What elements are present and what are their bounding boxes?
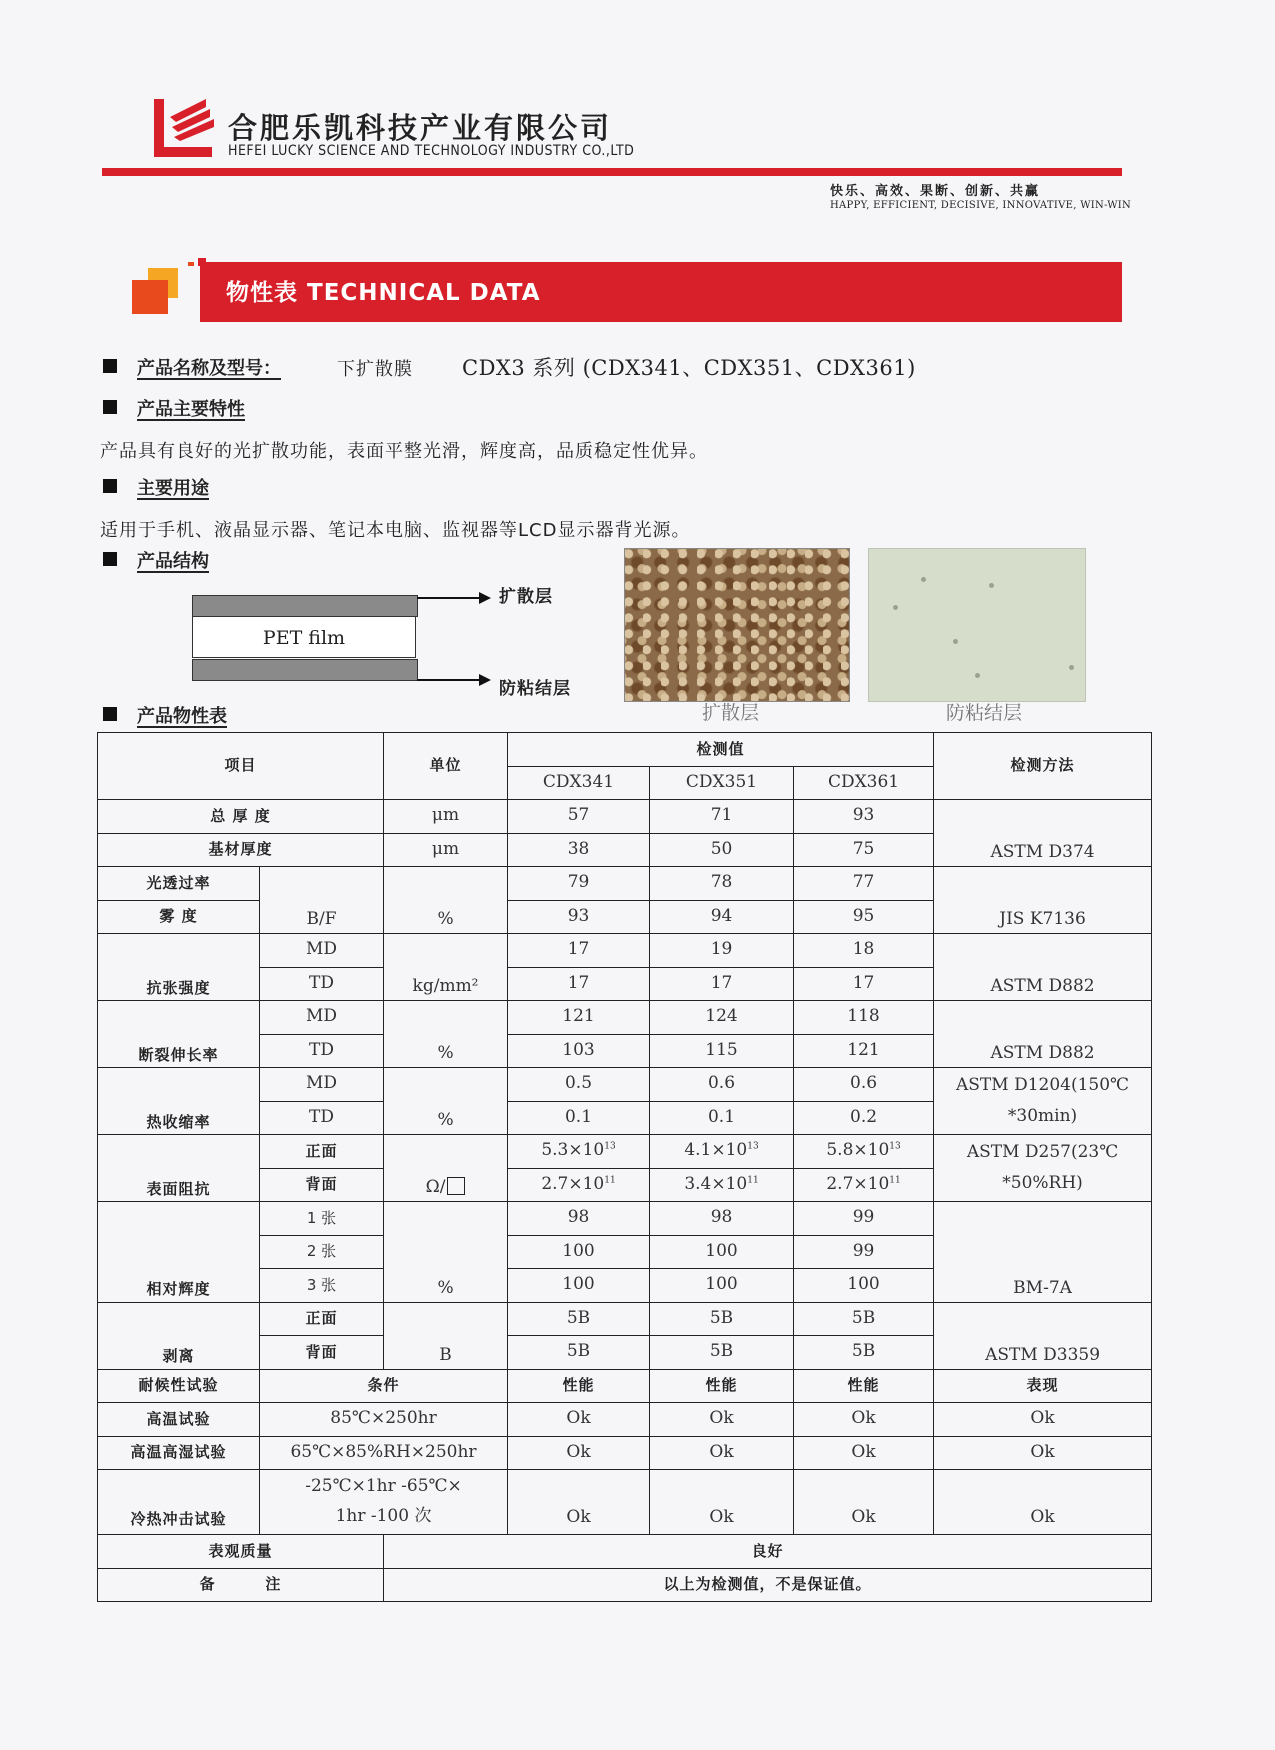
value-cell: 98	[650, 1202, 794, 1236]
sub-label: 3 张	[260, 1269, 384, 1303]
value-cell	[650, 1135, 794, 1169]
value-cell: 100	[508, 1235, 650, 1269]
value-cell: 99	[794, 1235, 934, 1269]
value-cell: 5B	[794, 1336, 934, 1370]
sub-label: 正面	[260, 1302, 384, 1336]
value-cell: 0.1	[650, 1101, 794, 1135]
value-cell	[794, 1135, 934, 1169]
sub-label: MD	[260, 1001, 384, 1035]
particle-dot	[1069, 665, 1074, 670]
arrow-line	[417, 679, 479, 681]
value-cell: Ok	[934, 1470, 1152, 1535]
particle-dot	[989, 583, 994, 588]
banner-title: 物性表 TECHNICAL DATA	[226, 280, 541, 306]
performance-header: 性能	[650, 1369, 794, 1403]
value-cell: 93	[508, 900, 650, 934]
pet-film-layer: PET film	[192, 616, 416, 658]
row-label: 雾 度	[98, 900, 260, 934]
table-row	[98, 1535, 1152, 1569]
slogan-en: HAPPY, EFFICIENT, DECISIVE, INNOVATIVE, WIN-WIN	[830, 200, 1132, 211]
value-cell: 94	[650, 900, 794, 934]
value-cell: Ok	[934, 1436, 1152, 1470]
value-cell: 121	[508, 1001, 650, 1035]
anti-stick-layer	[192, 659, 418, 681]
unit-cell: μm	[384, 833, 508, 867]
value-cell: Ok	[650, 1403, 794, 1437]
value-cell: Ok	[794, 1436, 934, 1470]
value-cell: 0.6	[650, 1068, 794, 1102]
sub-label: MD	[260, 1068, 384, 1102]
value-cell: 79	[508, 867, 650, 901]
sub-label: TD	[260, 1034, 384, 1068]
value-cell: 5B	[508, 1336, 650, 1370]
sub-label: 1 张	[260, 1202, 384, 1236]
value-cell: 118	[794, 1001, 934, 1035]
value-cell: 124	[650, 1001, 794, 1035]
row-label: 表面阻抗	[98, 1135, 260, 1202]
value-cell: Ok	[508, 1436, 650, 1470]
diffusion-layer	[192, 595, 418, 617]
company-name-en: HEFEI LUCKY SCIENCE AND TECHNOLOGY INDUSTRY CO.,LTD	[228, 143, 635, 159]
value-cell: 50	[650, 833, 794, 867]
method-cell: JIS K7136	[934, 867, 1152, 934]
condition-cell: 65℃×85%RH×250hr	[260, 1436, 508, 1470]
value-cell: 78	[650, 867, 794, 901]
method-cell: ASTM D882	[934, 934, 1152, 1001]
table-row	[98, 1001, 1152, 1035]
square-unit-icon	[447, 1177, 465, 1195]
unit-cell: μm	[384, 800, 508, 834]
value-exponent: 11	[747, 1175, 759, 1186]
product-name-label: 产品名称及型号：	[137, 358, 281, 379]
value-cell: Ok	[794, 1470, 934, 1535]
value-mantissa: 2.7×10	[826, 1173, 890, 1194]
bullet-icon	[103, 552, 117, 566]
features-text: 产品具有良好的光扩散功能，表面平整光滑，辉度高，品质稳定性优异。	[100, 441, 708, 462]
value-cell: 71	[650, 800, 794, 834]
value-mantissa: 3.4×10	[684, 1173, 748, 1194]
table-row	[98, 1568, 1152, 1602]
particle-dot	[893, 605, 898, 610]
value-cell: 75	[794, 833, 934, 867]
unit-cell: %	[384, 1202, 508, 1303]
value-cell: 100	[794, 1269, 934, 1303]
table-row	[98, 1369, 1152, 1403]
row-label: 总 厚 度	[98, 800, 384, 834]
method-cell	[934, 1068, 1152, 1135]
method-cell	[934, 1135, 1152, 1202]
model-cell: CDX361	[794, 766, 934, 800]
method-cell: ASTM D882	[934, 1001, 1152, 1068]
value-cell	[508, 1135, 650, 1169]
sub-label: 背面	[260, 1336, 384, 1370]
model-cell: CDX351	[650, 766, 794, 800]
table-row	[98, 934, 1152, 968]
value-cell: 57	[508, 800, 650, 834]
unit-cell: B	[384, 1302, 508, 1369]
value-cell: 77	[794, 867, 934, 901]
value-exponent: 13	[604, 1141, 616, 1152]
value-cell: 5B	[794, 1302, 934, 1336]
value-mantissa: 4.1×10	[684, 1140, 748, 1161]
table-row	[98, 867, 1152, 901]
sub-label: 正面	[260, 1135, 384, 1169]
row-label: 耐候性试验	[98, 1369, 260, 1403]
condition-header: 条件	[260, 1369, 508, 1403]
value-cell: 18	[794, 934, 934, 968]
value-exponent: 13	[747, 1141, 759, 1152]
value-cell: 100	[650, 1269, 794, 1303]
value-cell: 0.1	[508, 1101, 650, 1135]
product-model: CDX3 系列 (CDX341、CDX351、CDX361)	[462, 356, 916, 380]
bullet-icon	[103, 400, 117, 414]
sub-label: TD	[260, 967, 384, 1001]
bullet-icon	[103, 359, 117, 373]
value-exponent: 13	[889, 1141, 901, 1152]
usage-text: 适用于手机、液晶显示器、笔记本电脑、监视器等LCD显示器背光源。	[100, 520, 691, 541]
particle-dot	[975, 673, 980, 678]
value-cell	[794, 1168, 934, 1202]
caption-diffusion: 扩散层	[702, 702, 760, 724]
table-row	[98, 1202, 1152, 1236]
arrow-right-icon	[479, 592, 491, 604]
value-cell: 0.2	[794, 1101, 934, 1135]
structure-title: 产品结构	[137, 551, 209, 572]
method-cell: BM-7A	[934, 1202, 1152, 1303]
value-cell: 100	[508, 1269, 650, 1303]
appearance-header: 表现	[934, 1369, 1152, 1403]
row-label: 冷热冲击试验	[98, 1470, 260, 1535]
value-exponent: 11	[889, 1175, 901, 1186]
value-cell: Ok	[934, 1403, 1152, 1437]
usage-title: 主要用途	[137, 478, 209, 499]
method-cell: ASTM D3359	[934, 1302, 1152, 1369]
ohm-unit: Ω/	[425, 1177, 446, 1198]
performance-header: 性能	[794, 1369, 934, 1403]
method-line: ASTM D257(23℃	[966, 1141, 1119, 1162]
slogan-cn: 快乐、高效、果断、创新、共赢	[830, 184, 1041, 199]
particle-dot	[953, 639, 958, 644]
unit-cell	[384, 1135, 508, 1202]
value-cell: 5B	[650, 1302, 794, 1336]
value-cell: 100	[650, 1235, 794, 1269]
model-cell: CDX341	[508, 766, 650, 800]
condition-line: -25℃×1hr -65℃×	[305, 1476, 462, 1497]
table-row	[98, 1403, 1152, 1437]
quality-value: 良好	[384, 1535, 1152, 1569]
sub-label: B/F	[260, 867, 384, 934]
table-row	[98, 1135, 1152, 1169]
company-name-cn: 合肥乐凯科技产业有限公司	[228, 111, 613, 145]
row-label: 抗张强度	[98, 934, 260, 1001]
sub-label: TD	[260, 1101, 384, 1135]
table-row	[98, 1470, 1152, 1535]
table-row	[98, 1302, 1152, 1336]
performance-header: 性能	[508, 1369, 650, 1403]
row-label: 基材厚度	[98, 833, 384, 867]
features-title: 产品主要特性	[137, 399, 245, 420]
table-title: 产品物性表	[137, 706, 227, 727]
value-cell: 98	[508, 1202, 650, 1236]
layer-label-diffusion: 扩散层	[499, 587, 553, 607]
condition-line: 1hr -100 次	[335, 1506, 432, 1526]
technical-data-table	[97, 732, 1152, 1602]
table-row	[98, 733, 1152, 767]
caption-antistick: 防粘结层	[946, 702, 1023, 724]
header-values: 检测值	[508, 733, 934, 767]
condition-cell: 85℃×250hr	[260, 1403, 508, 1437]
header-unit: 单位	[384, 733, 508, 800]
value-cell: Ok	[650, 1436, 794, 1470]
row-label: 高温高湿试验	[98, 1436, 260, 1470]
particle-dot	[921, 577, 926, 582]
table-row	[98, 1068, 1152, 1102]
arrow-right-icon	[479, 674, 491, 686]
bullet-icon	[103, 707, 117, 721]
value-cell: Ok	[508, 1470, 650, 1535]
sub-label: 背面	[260, 1168, 384, 1202]
value-mantissa: 5.3×10	[541, 1140, 605, 1161]
unit-cell: %	[384, 1001, 508, 1068]
bullet-icon	[103, 479, 117, 493]
value-cell: 17	[508, 967, 650, 1001]
value-cell: 103	[508, 1034, 650, 1068]
value-cell: 19	[650, 934, 794, 968]
value-cell	[508, 1168, 650, 1202]
method-line: *30min)	[1007, 1105, 1078, 1126]
value-cell: 0.6	[794, 1068, 934, 1102]
row-label: 断裂伸长率	[98, 1001, 260, 1068]
row-label: 热收缩率	[98, 1068, 260, 1135]
row-label: 高温试验	[98, 1403, 260, 1437]
header-item: 项目	[98, 733, 384, 800]
sub-label: MD	[260, 934, 384, 968]
value-exponent: 11	[604, 1175, 616, 1186]
value-cell: 115	[650, 1034, 794, 1068]
antistick-micrograph	[868, 548, 1086, 702]
unit-cell: %	[384, 1068, 508, 1135]
value-cell: 121	[794, 1034, 934, 1068]
value-cell	[650, 1168, 794, 1202]
row-label: 表观质量	[98, 1535, 384, 1569]
diffusion-micrograph	[624, 548, 850, 702]
value-cell: 17	[794, 967, 934, 1001]
banner-dot-icon	[188, 262, 194, 266]
value-cell: 0.5	[508, 1068, 650, 1102]
value-mantissa: 2.7×10	[541, 1173, 605, 1194]
value-cell: 5B	[650, 1336, 794, 1370]
header-divider	[102, 168, 1122, 176]
value-cell: Ok	[794, 1403, 934, 1437]
condition-cell	[260, 1470, 508, 1535]
value-mantissa: 5.8×10	[826, 1140, 890, 1161]
value-cell: 93	[794, 800, 934, 834]
value-cell: 5B	[508, 1302, 650, 1336]
value-cell: Ok	[508, 1403, 650, 1437]
banner-square-icon	[132, 280, 168, 314]
header-method: 检测方法	[934, 733, 1152, 800]
value-cell: 38	[508, 833, 650, 867]
method-line: ASTM D1204(150℃	[956, 1074, 1130, 1095]
row-label: 光透过率	[98, 867, 260, 901]
unit-cell: %	[384, 867, 508, 934]
remark-value: 以上为检测值，不是保证值。	[384, 1568, 1152, 1602]
table-row	[98, 1436, 1152, 1470]
row-label: 备 注	[98, 1568, 384, 1602]
arrow-line	[417, 597, 479, 599]
value-cell: Ok	[650, 1470, 794, 1535]
value-cell: 17	[650, 967, 794, 1001]
product-name-value: 下扩散膜	[337, 359, 413, 380]
unit-cell: kg/mm²	[384, 934, 508, 1001]
row-label: 剥离	[98, 1302, 260, 1369]
value-cell: 17	[508, 934, 650, 968]
value-cell: 95	[794, 900, 934, 934]
value-cell: 99	[794, 1202, 934, 1236]
table-row	[98, 800, 1152, 834]
method-line: *50%RH)	[1002, 1172, 1083, 1193]
method-cell: ASTM D374	[934, 800, 1152, 867]
layer-label-antistick: 防粘结层	[499, 679, 571, 699]
row-label: 相对辉度	[98, 1202, 260, 1303]
sub-label: 2 张	[260, 1235, 384, 1269]
company-logo-icon	[150, 95, 220, 161]
